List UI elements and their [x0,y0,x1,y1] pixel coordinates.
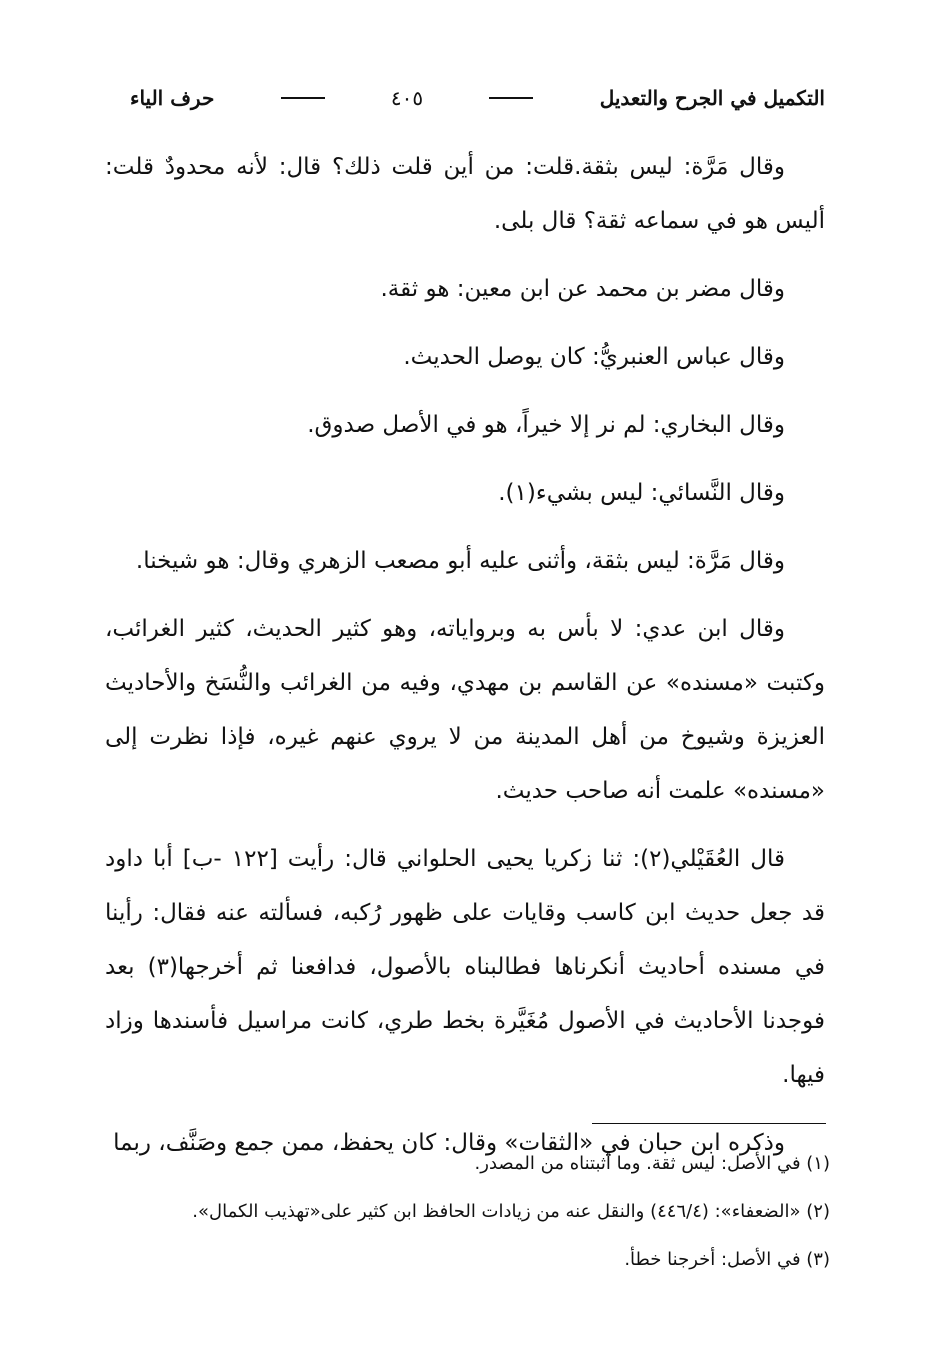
footnotes [105,1140,830,1284]
header-dash [489,97,533,99]
footnote: (٢) «الضعفاء»: (٤٤٦/٤) والنقل عنه من زيادات الحافظ ابن كثير على«تهذيب الكمال». [192,1201,830,1222]
footnote: (١) في الأصل: ليس ثقة. وما أثبتناه من المصدر. [474,1153,830,1174]
running-header [130,78,825,118]
footnote: (٣) في الأصل: أخرجنا خطأ. [624,1249,830,1270]
paragraph: وقال مضر بن محمد عن ابن معين: هو ثقة. [380,276,785,302]
paragraph: وذكره ابن حبان في «الثقات» وقال: كان يحفظ، ممن جمع وصَنَّف، ربما [113,1130,785,1156]
paragraph: وقال مَرَّة: ليس بثقة، وأثنى عليه أبو مصعب الزهري وقال: هو شيخنا. [135,548,785,574]
footnote-divider [592,1123,826,1124]
section-title: حرف الياء [130,86,215,110]
paragraph: وقال ابن عدي: لا بأس به وبرواياته، وهو كثير الحديث، كثير الغرائب، وكتبت «مسنده» عن القاسم بن مهدي، وفيه من الغرائب والنُّسَخ والأحاديث العزيزة وشيوخ من أهل المدينة من لا يروي عنهم غيره، فإذا نظرت إلى «مسنده» علمت أنه صاحب حديث. [105,616,825,804]
paragraph: وقال عباس العنبريُّ: كان يوصل الحديث. [403,344,785,370]
page-number: ٤٠٥ [390,86,424,110]
book-title: التكميل في الجرح والتعديل [599,86,825,110]
paragraph: وقال مَرَّة: ليس بثقة.قلت: من أين قلت ذلك؟ قال: لأنه محدودٌ قلت: أليس هو في سماعه ثقة؟ قال بلى. [105,154,825,234]
paragraph: وقال النَّسائي: ليس بشيء(١). [498,480,785,506]
body-text [105,140,825,1184]
header-dash [281,97,325,99]
paragraph: قال العُقَيْلي(٢): ثنا زكريا يحيى الحلواني قال: رأيت [١٢٢ -ب] أبا داود قد جعل حديث ابن كاسب وقايات على ظهور رُكبه، فسألته عنه فقال: رأينا في مسنده أحاديث أنكرناها فطالبناه بالأصول، فدافعنا ثم أخرجها(٣) بعد فوجدنا الأحاديث في الأصول مُغَيَّرة بخط طري، كانت مراسيل فأسندها وزاد فيها. [105,846,825,1088]
paragraph: وقال البخاري: لم نر إلا خيراً، هو في الأصل صدوق. [307,412,785,438]
